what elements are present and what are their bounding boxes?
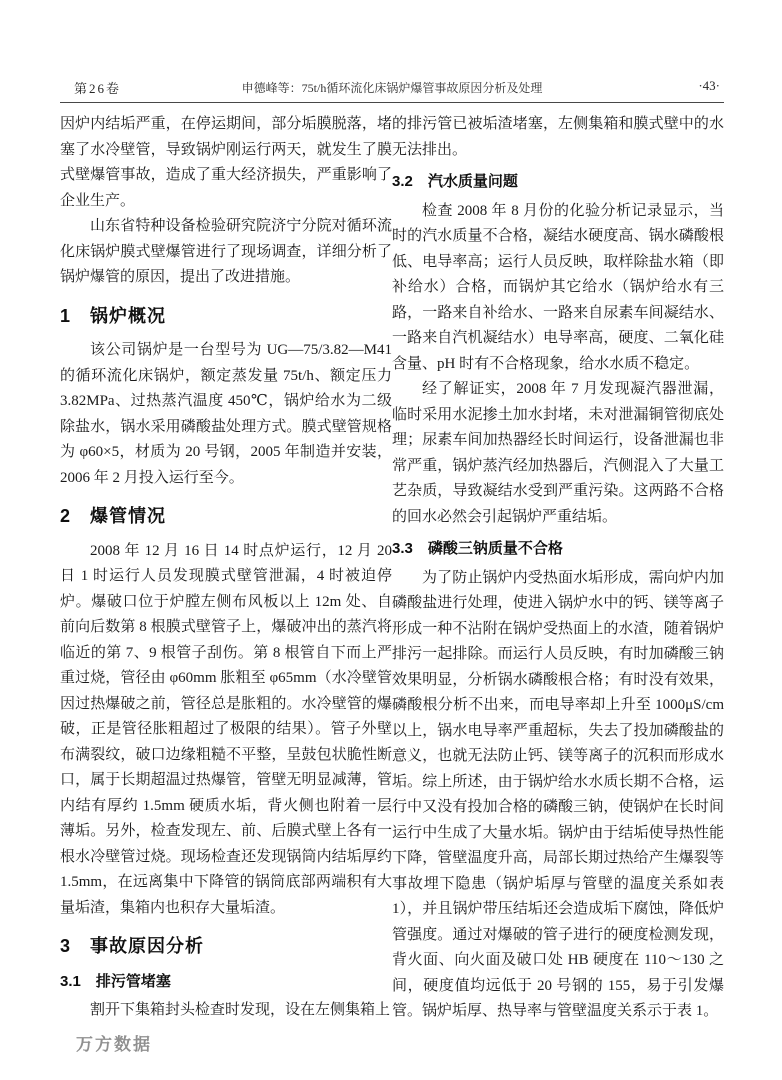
journal-volume: 第26卷 <box>74 81 122 96</box>
paragraph-drain-pipe-blockage: 割开下集箱封头检查时发现，设在左侧集箱上 <box>90 1002 391 1018</box>
paragraph-condenser-leak: 经了解证实，2008 年 7 月发现凝汽器泄漏，临时采用水泥掺土加水封堵，未对泄漏铜管彻底处理；尿素车间加热器经长时间运行，设备泄漏也非常严重，锅炉蒸汽经加热器后，汽侧混入了大量工艺杂质，导致凝结水受到严重污染。这两路不合格的回水必然会引起锅炉严重结垢。 <box>392 381 724 525</box>
wanfang-data-watermark: 万方数据 <box>76 1035 152 1054</box>
section-heading-burst-situation: 2 爆管情况 <box>60 506 167 526</box>
subsection-heading-phosphate-quality: 3.3 磷酸三钠质量不合格 <box>392 540 563 557</box>
left-column <box>60 112 392 1024</box>
journal-header <box>60 76 724 103</box>
journal-running-title: 申德峰等：75t/h循环流化床锅炉爆管事故原因分析及处理 <box>241 81 543 95</box>
journal-page-number: ·43· <box>698 78 720 93</box>
paragraph-drain-pipe-blockage-continuation: 的排污管已被垢渣堵塞，左侧集箱和膜式壁中的水无法排出。 <box>392 116 724 158</box>
paragraph-intro-continuation: 因炉内结垢严重，在停运期间，部分垢膜脱落，堵塞了水冷壁管，导致锅炉刚运行两天，就发生了膜式壁爆管事故，造成了重大经济损失，严重影响了企业生产。 <box>60 116 392 209</box>
paragraph-burst-situation: 2008 年 12 月 16 日 14 时点炉运行，12 月 20 日 1 时运行人员发现膜式壁管泄漏，4 时被迫停炉。爆破口位于炉膛左侧布风板以上 12m 处、自前向后数第 8 根膜式壁管子上，爆破冲出的蒸汽将临近的第 7、9 根管子刮伤。第 8 根管自下而上严重过烧，管径由 φ60mm 胀粗至 φ65mm（水冷壁管因过热爆破之前，管径总是胀粗的。水冷壁管的爆破，正是管径胀粗超过了极限的结果）。管子外壁布满裂纹，破口边缘粗糙不平整，呈鼓包状脆性断口，属于长期超温过热爆管，管壁无明显减薄，管内结有厚约 1.5mm 硬质水垢，背火侧也附着一层薄垢。另外，检查发现左、前、后膜式壁上各有一根水冷壁管过烧。现场检查还发现锅筒内结垢厚约 1.5mm，在远离集中下降管的锅筒底部两端积有大量垢渣，集箱内也积存大量垢渣。 <box>60 542 392 916</box>
paragraph-intro-investigation: 山东省特种设备检验研究院济宁分院对循环流化床锅炉膜式壁爆管进行了现场调查，详细分析了锅炉爆管的原因，提出了改进措施。 <box>60 218 392 285</box>
paragraph-phosphate-quality: 为了防止锅炉内受热面水垢形成，需向炉内加磷酸盐进行处理，使进入锅炉水中的钙、镁等离子形成一种不沾附在锅炉受热面上的水渣，随着锅炉排污一起排除。而运行人员反映，有时加磷酸三钠效果明显，分析锅水磷酸根合格；有时没有效果，磷酸根分析不出来，而电导率却上升至 1000μS/cm 以上，锅水电导率严重超标，失去了投加磷酸盐的意义，也就无法防止钙、镁等离子的沉积而形成水垢。综上所述，由于锅炉给水水质长期不合格，运行中又没有投加合格的磷酸三钠，使锅炉在长时间运行中生成了大量水垢。锅炉由于结垢使导热性能下降，管壁温度升高，局部长期过热给产生爆裂等事故埋下隐患（锅炉垢厚与管壁的温度关系如表 1），并且锅炉带压结垢还会造成垢下腐蚀，降低炉管强度。通过对爆破的管子进行的硬度检测发现，背火面、向火面及破口处 HB 硬度在 110～130 之间，硬度值均远低于 20 号钢的 155，易于引发爆管。锅炉垢厚、热导率与管壁温度关系示于表 1。 <box>392 569 724 1019</box>
section-heading-cause-analysis: 3 事故原因分析 <box>60 936 205 956</box>
paragraph-water-quality-records: 检查 2008 年 8 月份的化验分析记录显示，当时的汽水质量不合格，凝结水硬度高、锅水磷酸根低、电导率高；运行人员反映，取样除盐水箱（即补给水）合格，而锅炉其它给水（锅炉给水有三路，一路来自补给水、一路来自尿素车间凝结水、一路来自汽机凝结水）电导率高，硬度、二氧化硅含量、pH 时有不合格现象，给水水质不稳定。 <box>392 202 724 372</box>
right-column <box>392 112 724 1025</box>
paragraph-boiler-overview: 该公司锅炉是一台型号为 UG—75/3.82—M41 的循环流化床锅炉，额定蒸发量 75t/h、额定压力 3.82MPa、过热蒸汽温度 450℃，锅炉给水为二级除盐水，锅水采用磷酸盐处理方式。膜式壁管规格为 φ60×5，材质为 20 号钢，2005 年制造并安装，2006 年 2 月投入运行至今。 <box>60 342 392 486</box>
subsection-heading-water-quality: 3.2 汽水质量问题 <box>392 173 518 190</box>
section-heading-boiler-overview: 1 锅炉概况 <box>60 305 167 326</box>
subsection-heading-drain-pipe-blockage: 3.1 排污管堵塞 <box>60 972 171 990</box>
